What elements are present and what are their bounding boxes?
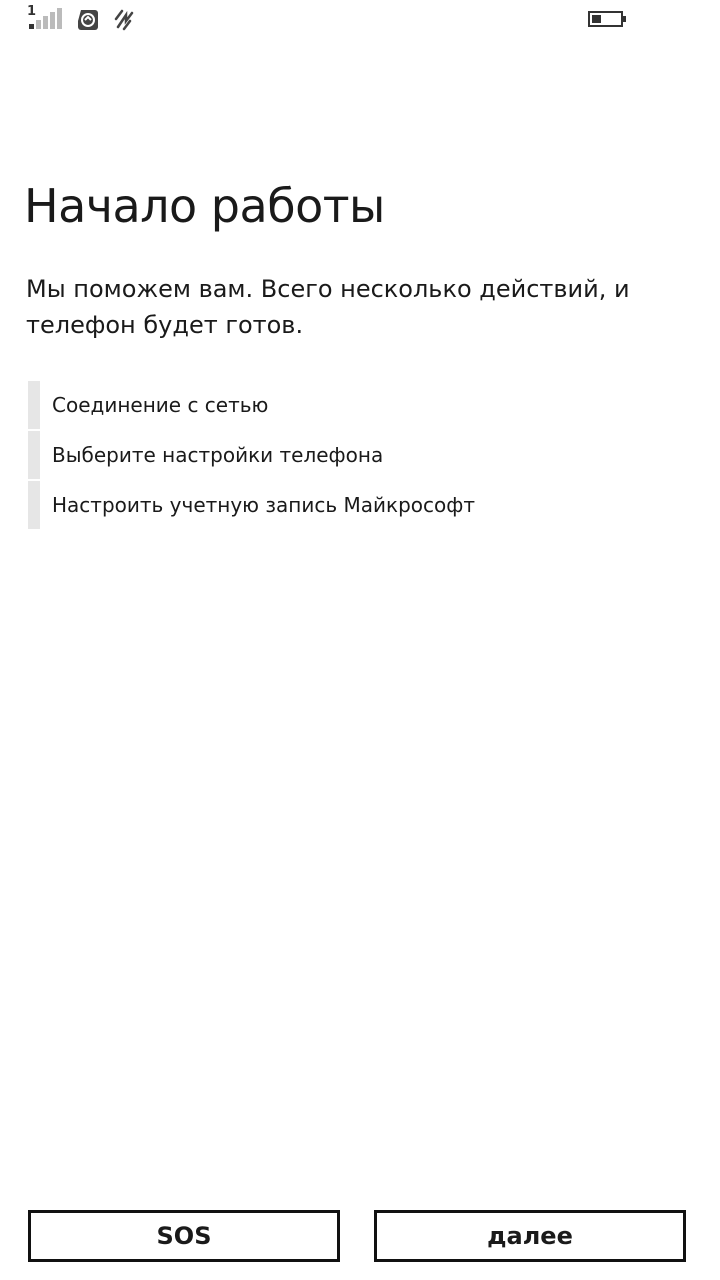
sync-icon [76, 7, 100, 31]
step-label: Соединение с сетью [52, 393, 269, 417]
step-label: Выберите настройки телефона [52, 443, 384, 467]
sim-number: 1 [27, 4, 37, 19]
data-activity-icon [112, 7, 136, 31]
status-bar [0, 0, 720, 40]
page-title: Начало работы [24, 179, 385, 233]
step-indicator [28, 481, 40, 529]
next-button[interactable]: далее [374, 1210, 686, 1262]
setup-steps-list [28, 381, 668, 531]
battery-icon [588, 11, 628, 27]
step-phone-settings [28, 431, 668, 479]
step-label: Настроить учетную запись Майкрософт [52, 493, 475, 517]
step-network [28, 381, 668, 429]
bottom-button-bar [28, 1210, 692, 1266]
intro-text: Мы поможем вам. Всего несколько действий, и телефон будет готов. [26, 275, 630, 339]
step-indicator [28, 381, 40, 429]
sos-button[interactable]: SOS [28, 1210, 340, 1262]
step-microsoft-account [28, 481, 668, 529]
step-indicator [28, 431, 40, 479]
